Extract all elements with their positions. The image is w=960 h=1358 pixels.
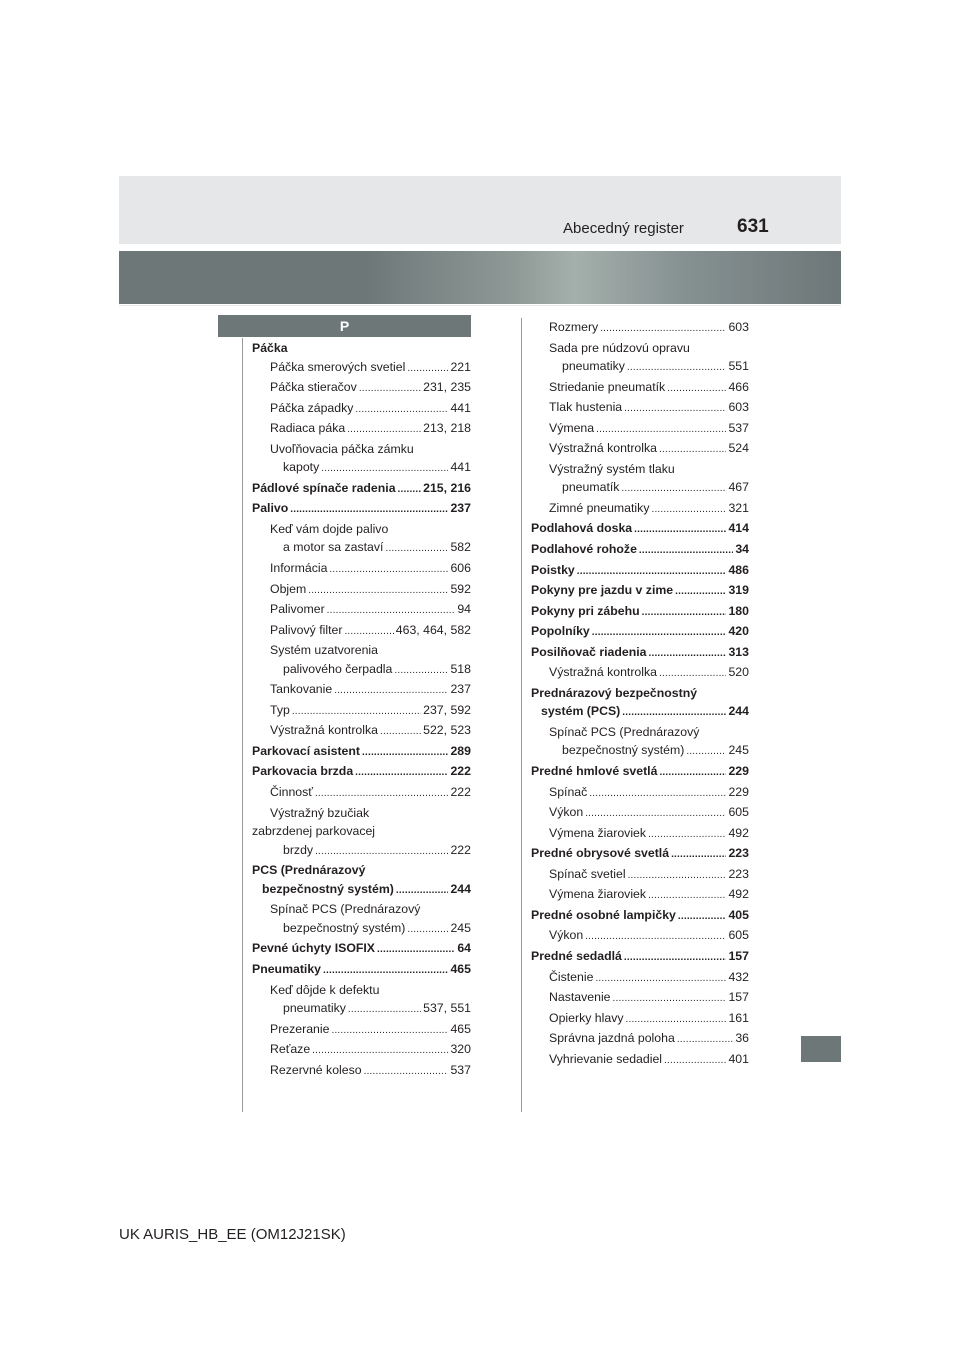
dot-leader bbox=[642, 604, 727, 623]
index-entry bbox=[252, 939, 471, 960]
index-entry bbox=[531, 702, 749, 723]
index-entry bbox=[531, 865, 749, 886]
page-reference: 321 bbox=[728, 500, 749, 515]
index-term: Podlahové rohože bbox=[531, 542, 637, 557]
page-reference: 320 bbox=[450, 1042, 471, 1057]
dot-leader bbox=[292, 703, 421, 722]
page-reference: 34 bbox=[735, 542, 749, 557]
index-term: a motor sa zastaví bbox=[283, 540, 384, 555]
index-entry bbox=[531, 602, 749, 623]
index-term: Prezeranie bbox=[270, 1021, 330, 1036]
page-reference: 36 bbox=[735, 1031, 749, 1046]
page-reference: 245 bbox=[728, 743, 749, 758]
page-reference: 520 bbox=[728, 665, 749, 680]
page-reference: 245 bbox=[450, 920, 471, 935]
page-reference: 313 bbox=[728, 644, 749, 659]
index-term: Spínač bbox=[549, 784, 588, 799]
thumb-index-tab bbox=[801, 1036, 841, 1062]
index-entry bbox=[252, 680, 471, 701]
dot-leader bbox=[596, 421, 726, 440]
dot-leader bbox=[323, 962, 448, 981]
index-term: Výkon bbox=[549, 805, 584, 820]
index-entry bbox=[252, 621, 471, 642]
index-entry bbox=[531, 844, 749, 865]
dot-leader bbox=[624, 949, 727, 968]
footer-model-code: UK AURIS_HB_EE (OM12J21SK) bbox=[119, 1226, 346, 1243]
page-reference: 405 bbox=[728, 907, 749, 922]
dot-leader bbox=[659, 665, 726, 684]
index-entry bbox=[531, 643, 749, 664]
index-term: bezpečnostný systém) bbox=[262, 881, 394, 896]
index-entry bbox=[531, 439, 749, 460]
page-reference: 223 bbox=[728, 846, 749, 861]
index-term: Popolníky bbox=[531, 624, 590, 639]
divider bbox=[119, 305, 841, 306]
index-heading: Keď vám dojde palivo bbox=[270, 521, 389, 536]
dot-leader bbox=[621, 480, 726, 499]
index-term: Pokyny pri zábehu bbox=[531, 603, 640, 618]
page-reference: 94 bbox=[457, 602, 471, 617]
index-term: Činnosť bbox=[270, 785, 313, 800]
page-reference: 492 bbox=[728, 825, 749, 840]
index-entry bbox=[531, 968, 749, 989]
page-reference: 244 bbox=[450, 881, 471, 896]
index-entry bbox=[252, 600, 471, 621]
dot-leader bbox=[344, 623, 393, 642]
page-reference: 582 bbox=[450, 540, 471, 555]
index-entry bbox=[252, 960, 471, 981]
dot-leader bbox=[651, 501, 726, 520]
page-reference: 161 bbox=[728, 1010, 749, 1025]
page-reference: 319 bbox=[728, 583, 749, 598]
index-entry bbox=[531, 398, 749, 419]
index-heading: Systém uzatvorenia bbox=[270, 643, 378, 658]
dot-leader bbox=[359, 380, 421, 399]
index-term: Palivomer bbox=[270, 602, 325, 617]
section-title: Abecedný register bbox=[563, 220, 684, 237]
index-entry bbox=[531, 419, 749, 440]
index-term: Parkovacia brzda bbox=[252, 764, 354, 779]
page-reference: 237, 592 bbox=[423, 702, 471, 717]
index-entry bbox=[252, 742, 471, 763]
dot-leader bbox=[659, 764, 726, 783]
dot-leader bbox=[600, 320, 726, 339]
index-entry bbox=[531, 581, 749, 602]
index-term: Výstražná kontrolka bbox=[549, 665, 657, 680]
header-band bbox=[119, 176, 841, 244]
index-term: Striedanie pneumatík bbox=[549, 379, 666, 394]
index-term: Výstražná kontrolka bbox=[270, 723, 378, 738]
dot-leader bbox=[592, 624, 727, 643]
index-entry bbox=[531, 499, 749, 520]
index-entry bbox=[531, 318, 749, 339]
dot-leader bbox=[407, 360, 448, 379]
page-reference: 537, 551 bbox=[423, 1001, 471, 1016]
dot-leader bbox=[627, 359, 727, 378]
index-entry bbox=[252, 399, 471, 420]
dot-leader bbox=[648, 826, 726, 845]
index-heading: Uvoľňovacia páčka zámku bbox=[270, 441, 414, 456]
dot-leader bbox=[649, 645, 727, 664]
index-entry bbox=[252, 358, 471, 379]
index-term: Opierky hlavy bbox=[549, 1010, 624, 1025]
index-term: Informácia bbox=[270, 561, 328, 576]
index-term: Posilňovač riadenia bbox=[531, 644, 647, 659]
page-reference: 486 bbox=[728, 562, 749, 577]
index-term: Tlak hustenia bbox=[549, 400, 623, 415]
index-term: brzdy bbox=[283, 842, 314, 857]
dot-leader bbox=[380, 723, 421, 742]
index-term: bezpečnostný systém) bbox=[283, 920, 406, 935]
index-term: Rozmery bbox=[549, 320, 599, 334]
page-reference: 229 bbox=[728, 764, 749, 779]
page-reference: 64 bbox=[457, 941, 471, 956]
index-term: Výkon bbox=[549, 928, 584, 943]
index-entry bbox=[531, 988, 749, 1009]
index-heading: zabrzdenej parkovacej bbox=[252, 824, 376, 839]
dot-leader bbox=[398, 481, 422, 500]
index-term: Palivo bbox=[252, 501, 289, 516]
index-term: Predné hmlové svetlá bbox=[531, 764, 658, 779]
index-term: Správna jazdná poloha bbox=[549, 1031, 675, 1046]
index-entry bbox=[531, 622, 749, 643]
index-term: Čistenie bbox=[549, 969, 594, 984]
index-term: Pneumatiky bbox=[252, 961, 322, 976]
page-reference: 229 bbox=[728, 784, 749, 799]
index-heading: Výstražný systém tlaku bbox=[549, 461, 675, 476]
index-term: Reťaze bbox=[270, 1042, 311, 1057]
dot-leader bbox=[659, 441, 726, 460]
index-term: Výstražná kontrolka bbox=[549, 441, 657, 456]
dot-leader bbox=[377, 941, 455, 960]
dot-leader bbox=[407, 921, 448, 940]
index-term: Parkovací asistent bbox=[252, 743, 361, 758]
index-term: Páčka smerových svetiel bbox=[270, 359, 406, 374]
index-entry bbox=[252, 999, 471, 1020]
page-reference: 537 bbox=[450, 1062, 471, 1077]
index-term: Objem bbox=[270, 581, 307, 596]
index-term: pneumatiky bbox=[283, 1001, 346, 1016]
dot-leader bbox=[347, 421, 421, 440]
page-reference: 420 bbox=[728, 624, 749, 639]
index-entry bbox=[252, 721, 471, 742]
dot-leader bbox=[577, 563, 727, 582]
index-entry bbox=[252, 701, 471, 722]
dot-leader bbox=[639, 542, 733, 561]
page-reference: 237 bbox=[450, 682, 471, 697]
page-reference: 215, 216 bbox=[423, 480, 471, 495]
index-entry bbox=[531, 824, 749, 845]
decorative-gradient-band bbox=[119, 251, 841, 304]
dot-leader bbox=[664, 1052, 726, 1071]
page-reference: 463, 464, 582 bbox=[395, 622, 471, 637]
index-heading: Výstražný bzučiak bbox=[270, 805, 370, 820]
page-reference: 605 bbox=[728, 805, 749, 820]
page-reference: 441 bbox=[450, 460, 471, 475]
index-term: systém (PCS) bbox=[541, 704, 621, 719]
dot-leader bbox=[355, 401, 448, 420]
dot-leader bbox=[308, 582, 448, 601]
dot-leader bbox=[667, 380, 726, 399]
index-entry bbox=[531, 663, 749, 684]
page-reference: 231, 235 bbox=[423, 380, 471, 395]
index-entry bbox=[531, 1029, 749, 1050]
index-term: Predné sedadlá bbox=[531, 948, 622, 963]
index-term: Predné osobné lampičky bbox=[531, 907, 676, 922]
dot-leader bbox=[686, 743, 726, 762]
dot-leader bbox=[334, 682, 448, 701]
index-entry bbox=[252, 458, 471, 479]
index-term: Výmena žiaroviek bbox=[549, 825, 647, 840]
page-reference: 414 bbox=[728, 521, 749, 536]
dot-leader bbox=[364, 1063, 449, 1082]
index-entry bbox=[252, 1020, 471, 1041]
index-entry bbox=[531, 906, 749, 927]
index-term: pneumatík bbox=[562, 480, 620, 495]
dot-leader bbox=[678, 908, 727, 927]
page-number: 631 bbox=[737, 216, 769, 237]
index-entry bbox=[252, 841, 471, 862]
page-reference: 524 bbox=[728, 441, 749, 456]
left-column-rule bbox=[242, 338, 243, 1112]
page-reference: 157 bbox=[728, 948, 749, 963]
dot-leader bbox=[327, 602, 456, 621]
dot-leader bbox=[312, 1042, 448, 1061]
index-term: kapoty bbox=[283, 460, 320, 475]
page-reference: 237 bbox=[450, 501, 471, 516]
index-column-left bbox=[252, 339, 471, 1081]
index-term: Výmena bbox=[549, 420, 595, 435]
index-term: Typ bbox=[270, 702, 290, 717]
dot-leader bbox=[355, 764, 448, 783]
index-term: Pevné úchyty ISOFIX bbox=[252, 941, 376, 956]
index-term: Poistky bbox=[531, 562, 575, 577]
page-reference: 605 bbox=[728, 928, 749, 943]
index-entry bbox=[252, 660, 471, 681]
index-term: Páčka stieračov bbox=[270, 380, 357, 395]
index-entry bbox=[531, 783, 749, 804]
dot-leader bbox=[585, 805, 726, 824]
index-entry bbox=[531, 1009, 749, 1030]
dot-leader bbox=[628, 867, 727, 886]
dot-leader bbox=[329, 561, 448, 580]
index-entry bbox=[531, 803, 749, 824]
dot-leader bbox=[671, 846, 726, 865]
page-reference: 289 bbox=[450, 743, 471, 758]
index-entry bbox=[252, 783, 471, 804]
page-reference: 157 bbox=[728, 990, 749, 1005]
dot-leader bbox=[675, 583, 726, 602]
index-term: Nastavenie bbox=[549, 990, 611, 1005]
index-term: Radiaca páka bbox=[270, 421, 346, 436]
index-entry bbox=[531, 540, 749, 561]
page-reference: 222 bbox=[450, 764, 471, 779]
page-reference: 492 bbox=[728, 887, 749, 902]
index-heading: PCS (Prednárazový bbox=[252, 863, 366, 878]
index-entry bbox=[531, 478, 749, 499]
page-reference: 551 bbox=[728, 359, 749, 374]
index-term: Tankovanie bbox=[270, 682, 333, 697]
index-entry bbox=[531, 1050, 749, 1071]
index-heading: Keď dôjde k defektu bbox=[270, 982, 380, 997]
index-term: Predné obrysové svetlá bbox=[531, 846, 670, 861]
page-reference: 537 bbox=[728, 420, 749, 435]
dot-leader bbox=[613, 990, 727, 1009]
index-term: palivového čerpadla bbox=[283, 661, 393, 676]
page-reference: 518 bbox=[450, 661, 471, 676]
page-reference: 441 bbox=[450, 400, 471, 415]
dot-leader bbox=[677, 1031, 734, 1050]
index-term: Pokyny pre jazdu v zime bbox=[531, 583, 674, 598]
dot-leader bbox=[622, 704, 726, 723]
page-reference: 222 bbox=[450, 785, 471, 800]
dot-leader bbox=[394, 662, 448, 681]
page-reference: 466 bbox=[728, 379, 749, 394]
index-entry bbox=[531, 519, 749, 540]
index-entry bbox=[531, 378, 749, 399]
index-term: pneumatiky bbox=[562, 359, 625, 374]
dot-leader bbox=[396, 882, 449, 901]
index-term: Zimné pneumatiky bbox=[549, 500, 650, 515]
dot-leader bbox=[348, 1001, 421, 1020]
page-reference: 401 bbox=[728, 1051, 749, 1066]
index-entry bbox=[252, 1061, 471, 1082]
page-reference: 603 bbox=[728, 400, 749, 415]
page-reference: 465 bbox=[450, 1021, 471, 1036]
index-term: Vyhrievanie sedadiel bbox=[549, 1051, 663, 1066]
index-entry bbox=[252, 419, 471, 440]
dot-leader bbox=[290, 501, 448, 520]
index-entry bbox=[252, 880, 471, 901]
dot-leader bbox=[585, 928, 726, 947]
page-reference: 592 bbox=[450, 581, 471, 596]
index-heading: Sada pre núdzovú opravu bbox=[549, 340, 690, 355]
page-reference: 522, 523 bbox=[423, 723, 471, 738]
middle-column-rule bbox=[521, 318, 522, 1112]
page-reference: 222 bbox=[450, 842, 471, 857]
index-entry bbox=[252, 559, 471, 580]
page-reference: 221 bbox=[450, 359, 471, 374]
dot-leader bbox=[626, 1011, 727, 1030]
index-entry bbox=[531, 926, 749, 947]
index-entry bbox=[252, 762, 471, 783]
page-reference: 223 bbox=[728, 866, 749, 881]
dot-leader bbox=[589, 785, 726, 804]
page-reference: 467 bbox=[728, 480, 749, 495]
page-reference: 180 bbox=[728, 603, 749, 618]
index-entry bbox=[252, 538, 471, 559]
index-entry bbox=[531, 561, 749, 582]
dot-leader bbox=[315, 785, 449, 804]
dot-leader bbox=[321, 460, 448, 479]
dot-leader bbox=[385, 540, 448, 559]
index-heading: Spínač PCS (Prednárazový bbox=[270, 902, 421, 917]
index-term: bezpečnostný systém) bbox=[562, 743, 685, 758]
index-entry bbox=[531, 885, 749, 906]
index-entry bbox=[252, 499, 471, 520]
dot-leader bbox=[362, 744, 448, 763]
index-entry bbox=[252, 479, 471, 500]
index-term: Výmena žiaroviek bbox=[549, 887, 647, 902]
index-entry bbox=[252, 1040, 471, 1061]
page-reference: 432 bbox=[728, 969, 749, 984]
index-term: Spínač svetiel bbox=[549, 866, 626, 881]
page-reference: 465 bbox=[450, 961, 471, 976]
index-entry bbox=[531, 947, 749, 968]
index-term: Palivový filter bbox=[270, 622, 343, 637]
index-term: Páčka západky bbox=[270, 400, 354, 415]
dot-leader bbox=[624, 400, 726, 419]
dot-leader bbox=[648, 887, 726, 906]
index-entry bbox=[252, 919, 471, 940]
index-entry bbox=[252, 378, 471, 399]
index-term: Podlahová doska bbox=[531, 521, 633, 536]
index-entry bbox=[531, 762, 749, 783]
dot-leader bbox=[315, 843, 448, 862]
index-term: Rezervné koleso bbox=[270, 1062, 362, 1077]
index-entry bbox=[252, 580, 471, 601]
dot-leader bbox=[595, 970, 726, 989]
index-entry bbox=[531, 741, 749, 762]
index-heading: Páčka bbox=[252, 341, 288, 355]
index-entry bbox=[531, 357, 749, 378]
dot-leader bbox=[331, 1022, 448, 1041]
index-column-right bbox=[531, 318, 749, 1070]
page-reference: 244 bbox=[728, 704, 749, 719]
page-reference: 213, 218 bbox=[423, 421, 471, 436]
page-reference: 603 bbox=[728, 320, 749, 334]
index-letter-header: P bbox=[218, 315, 471, 337]
page-reference: 606 bbox=[450, 561, 471, 576]
index-heading: Prednárazový bezpečnostný bbox=[531, 685, 698, 700]
dot-leader bbox=[634, 521, 726, 540]
index-heading: Spínač PCS (Prednárazový bbox=[549, 724, 700, 739]
index-term: Pádlové spínače radenia bbox=[252, 480, 396, 495]
